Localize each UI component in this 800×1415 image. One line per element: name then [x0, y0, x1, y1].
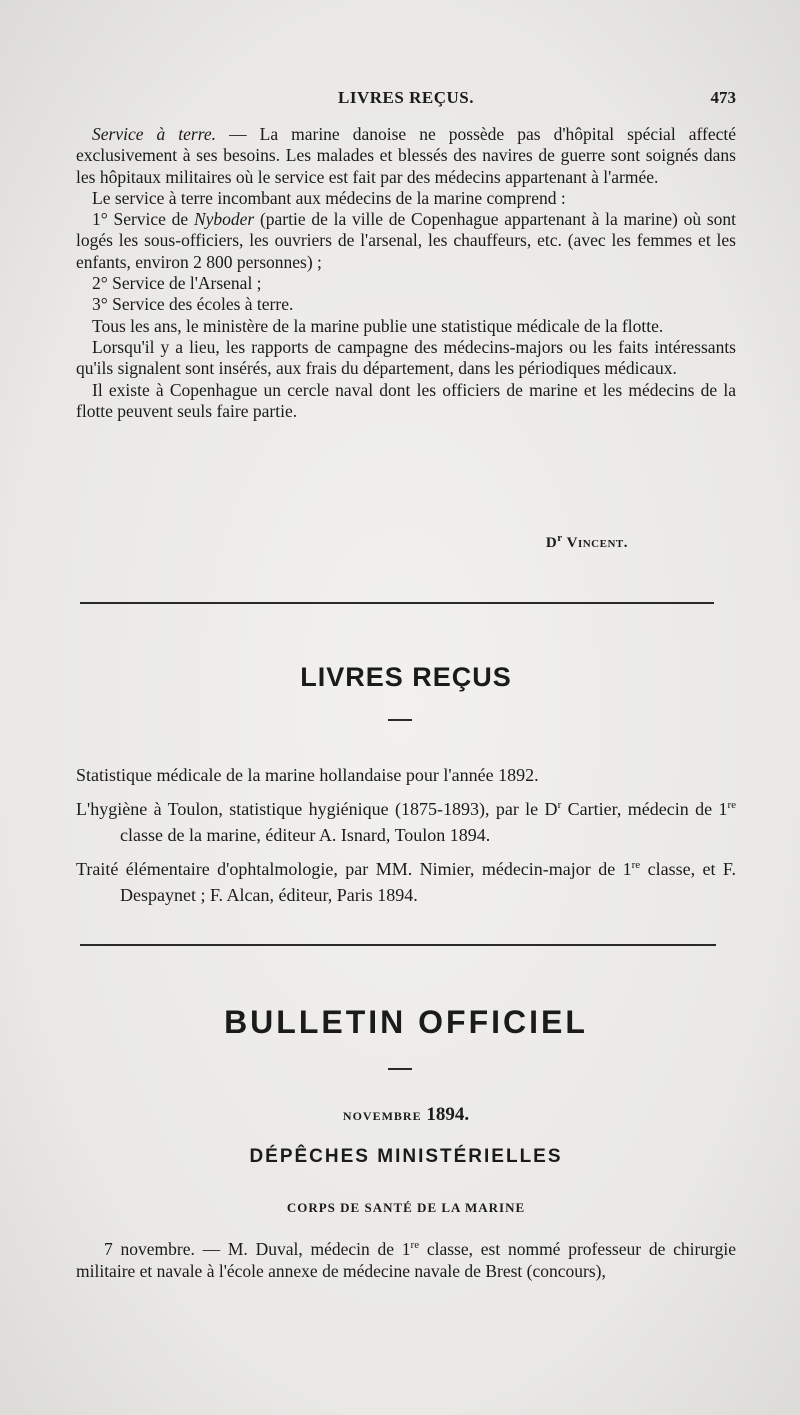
- place-name: Nyboder: [193, 209, 255, 230]
- paragraph: Tous les ans, le ministère de la marine publie une statistique médicale de la flotte.: [92, 315, 664, 336]
- paragraph: 2° Service de l'Arsenal ;: [92, 273, 262, 294]
- paragraph: 1° Service de Nyboder (partie de la ville de Copenhague appartenant à la marine) où sont logés les sous-officiers, les ouvriers de l'arsenal, les chauffeurs, etc. (avec les femmes et les enfants, environ 2 800 personnes) ;: [76, 209, 736, 272]
- title-dash: [388, 1068, 412, 1070]
- section-divider: [80, 944, 716, 946]
- paragraph: 3° Service des écoles à terre.: [92, 294, 294, 315]
- paragraph: Le service à terre incombant aux médecins de la marine comprend :: [92, 187, 566, 208]
- page-number: 473: [710, 88, 736, 107]
- service-section: [76, 124, 736, 422]
- bulletin-subtitle: DÉPÊCHES MINISTÉRIELLES: [249, 1146, 563, 1167]
- book-entry: L'hygiène à Toulon, statistique hygiénique (1875-1893), par le $D^r$ Cartier, médecin de 1re classe de la marine, éditeur A. Isnard, Toulon 1894.: [76, 799, 736, 845]
- bulletin-entry: [76, 1238, 736, 1282]
- paragraph-lead: Service à terre.: [92, 124, 217, 144]
- bulletin-date: NOVEMBRE 1894.: [342, 1104, 470, 1125]
- paragraph: Service à terre. — La marine danoise ne possède pas d'hôpital spécial affecté exclusivement à ses besoins. Les malades et blessés des navires de guerre sont soignés dans les hôpitaux militaires où le service est fait par des médecins appartenant à l'armée.: [76, 124, 736, 187]
- section-divider: [80, 602, 714, 604]
- books-list: [76, 762, 736, 916]
- book-entry: Statistique médicale de la marine hollandaise pour l'année 1892.: [76, 765, 539, 785]
- page-header: [76, 88, 736, 114]
- book-entry: Traité élémentaire d'ophtalmologie, par MM. Nimier, médecin-major de 1re classe, et F. Despaynet ; F. Alcan, éditeur, Paris 1894.: [76, 859, 736, 905]
- bulletin-title: BULLETIN OFFICIEL: [224, 1004, 588, 1040]
- running-head: LIVRES REÇUS.: [338, 88, 474, 107]
- author-signature: $D^r$ Vincent.: [545, 532, 628, 551]
- title-dash: [388, 719, 412, 721]
- paragraph: Il existe à Copenhague un cercle naval dont les officiers de marine et les médecins de la flotte peuvent seuls faire partie.: [76, 379, 736, 421]
- corps-heading: CORPS DE SANTÉ DE LA MARINE: [286, 1200, 526, 1215]
- paragraph: Lorsqu'il y a lieu, les rapports de campagne des médecins-majors ou les faits intéressants qu'ils signalent sont insérés, aux frais du département, dans les périodiques médicaux.: [76, 336, 736, 379]
- books-section-title: LIVRES REÇUS: [300, 662, 512, 692]
- paragraph: 7 novembre. — M. Duval, médecin de 1re classe, est nommé professeur de chirurgie militaire et navale à l'école annexe de médecine navale de Brest (concours),: [76, 1239, 736, 1281]
